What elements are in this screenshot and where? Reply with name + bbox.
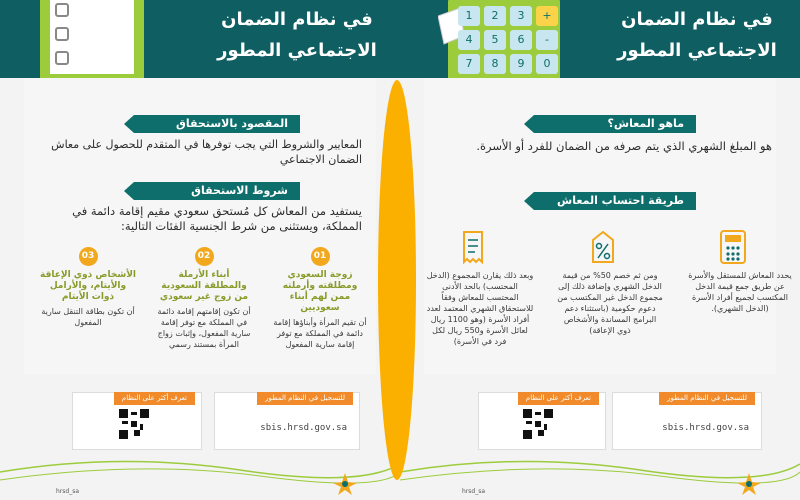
register-url[interactable]: sbis.hrsd.gov.sa [662,423,749,433]
left-condition-02 [156,243,252,350]
left-section2-title: شروط الاستحقاق [134,182,300,200]
receipt-icon [458,230,488,264]
right-section2-title: طريقة احتساب المعاش [534,192,696,210]
condition-number: 02 [195,247,214,266]
right-header-title: في نظام الضمان الاجتماعي المطور [617,9,777,61]
condition-text: أن تكون بطاقة التنقل سارية المفعول [41,307,135,327]
condition-title: أبناء الأرملة والمطلقة السعودية من زوج غير سعودي [159,270,249,302]
qr-code-icon[interactable] [523,409,553,439]
register-url[interactable]: sbis.hrsd.gov.sa [260,423,347,433]
right-footer-learn [478,392,606,450]
ministry-logo-icon [734,470,764,496]
qr-code-icon[interactable] [119,409,149,439]
ministry-logo-icon [330,470,360,496]
left-condition-03 [40,243,136,328]
left-header [0,0,400,78]
left-section1-text: المعايير والشروط التي يجب توفرها في المتقدم للحصول على معاش الضمان الاجتماعي [51,138,362,166]
register-label: للتسجيل في النظام المطور [257,392,353,405]
learn-label: تعرف أكثر على النظام [518,392,599,405]
social-handle: hrsd_sa [56,488,80,495]
right-footer-register [612,392,762,450]
calculator-keys: 1 2 3 + 4 5 6 - 7 8 9 0 [458,6,562,74]
condition-number: 01 [311,247,330,266]
right-header [400,0,800,78]
right-section1-text: هو المبلغ الشهري الذي يتم صرفه من الضمان للفرد أو الأسرة. [476,139,772,153]
social-handle: hrsd_sa [462,488,486,495]
left-condition-01 [272,243,368,350]
percent-icon [588,230,618,264]
register-label: للتسجيل في النظام المطور [659,392,755,405]
method-text-2: ومن ثم خصم 50% من قيمة الدخل الشهري وإضافة ذلك إلى مجموع الدخل غير المكتسب من دعوم حكومية (باستثناء دعم البرامج المساندة والأشخاص ذوي الإعاقة) [557,271,663,335]
left-footer-register [214,392,360,450]
left-header-title: في نظام الضمان الاجتماعي المطور [217,9,377,61]
left-footer-learn [72,392,202,450]
checklist-clipboard-icon [34,0,150,84]
right-section1-title: ماهو المعاش؟ [534,115,696,133]
condition-title: الأشخاص ذوي الإعاقة والأيتام، والأرامل ذوات الأيتام [39,270,136,302]
calculator-icon [718,230,748,264]
condition-title: زوجة السعودي ومطلقته وأرملته ممن لهم أبناء سعوديين [282,270,358,313]
center-divider-oval [378,80,416,480]
condition-number: 03 [79,247,98,266]
learn-label: تعرف أكثر على النظام [114,392,195,405]
left-section2-text: يستفيد من المعاش كل مُستحق سعودي مقيم إقامة دائمة في المملكة، ويستثنى من شرط الجنسية الفئات التالية: [72,204,362,233]
method-text-3: وبعد ذلك يقارن المجموع (الدخل المحتسب) بالحد الأدنى المحتسب للمعاش وفقاً للاستحقاق الشهري المعتمد لعدد أفراد الأسرة (وهو 1100 ريال لعائل الأسرة و550 ريال لكل فرد في الأسرة) [426,271,534,346]
left-section1-title: المقصود بالاستحقاق [134,115,300,133]
right-infographic [400,0,800,500]
condition-text: أن تكون إقامتهم إقامة دائمة في المملكة مع توفر إقامة سارية المفعول، وإثبات زواج المرأة بمستند رسمي [157,307,251,349]
method-text-1: يحدد المعاش للمستقل والأسرة عن طريق جمع قيمة الدخل المكتسب لجميع أفراد الأسرة (الدخل الشهري). [688,271,792,313]
condition-text: أن تقيم المرأة وأبناؤها إقامة دائمة في المملكة مع توفر إقامة سارية المفعول [273,318,367,349]
